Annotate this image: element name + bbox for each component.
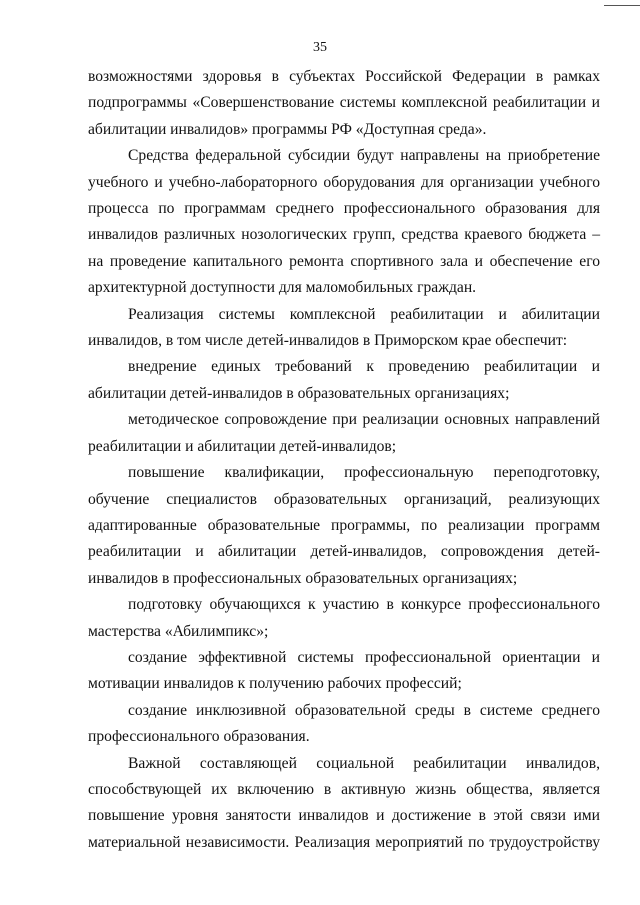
list-item-abilympics: подготовку обучающихся к участию в конкурсе профессионального мастерства «Абилимпикс»; [88, 596, 600, 640]
list-item-inclusive-environment: создание инклюзивной образовательной среды в системе среднего профессионального образования. [88, 701, 600, 746]
list-item-qualification: повышение квалификации, профессиональную переподготовку, обучение специалистов образовательных организаций, реализующих адаптированные образовательные программы, по реализации программ реабилитации и абилитации детей-инвалидов, сопровождения детей-инвалидов в профессиональных образовательных организациях; [88, 464, 600, 587]
list-item-career-guidance: создание эффективной системы профессиональной ориентации и мотивации инвалидов к получению рабочих профессий; [88, 648, 600, 693]
paragraph-continuation: возможностями здоровья в субъектах Российской Федерации в рамках подпрограммы «Совершенствование системы комплексной реабилитации и абилитации инвалидов» программы РФ «Доступная среда». [88, 68, 600, 138]
paragraph-subsidy-funds: Средства федеральной субсидии будут направлены на приобретение учебного и учебно-лабораторного оборудования для организации учебного процесса по программам среднего профессионального образования для инвалидов различных нозологических групп, средства краевого бюджета – на проведение капитального ремонта спортивного зала и обеспечение его архитектурной доступности для маломобильных граждан. [88, 147, 600, 297]
list-item-requirements: внедрение единых требований к проведению реабилитации и абилитации детей-инвалидов в образовательных организациях; [88, 358, 600, 402]
page-number: 35 [313, 40, 327, 55]
list-item-methodical-support: методическое сопровождение при реализации основных направлений реабилитации и абилитации детей-инвалидов; [88, 411, 600, 455]
corner-scan-mark [604, 5, 640, 6]
paragraph-employment: Важной составляющей социальной реабилитации инвалидов, способствующей их включению в активную жизнь общества, является повышение уровня занятости инвалидов и достижение в этой связи ими материальной независимости. Реализация мероприятий по трудоустройству [88, 754, 600, 851]
paragraph-rehabilitation-system: Реализация системы комплексной реабилитации и абилитации инвалидов, в том числе детей-инвалидов в Приморском крае обеспечит: [88, 305, 600, 350]
document-body [88, 64, 600, 856]
